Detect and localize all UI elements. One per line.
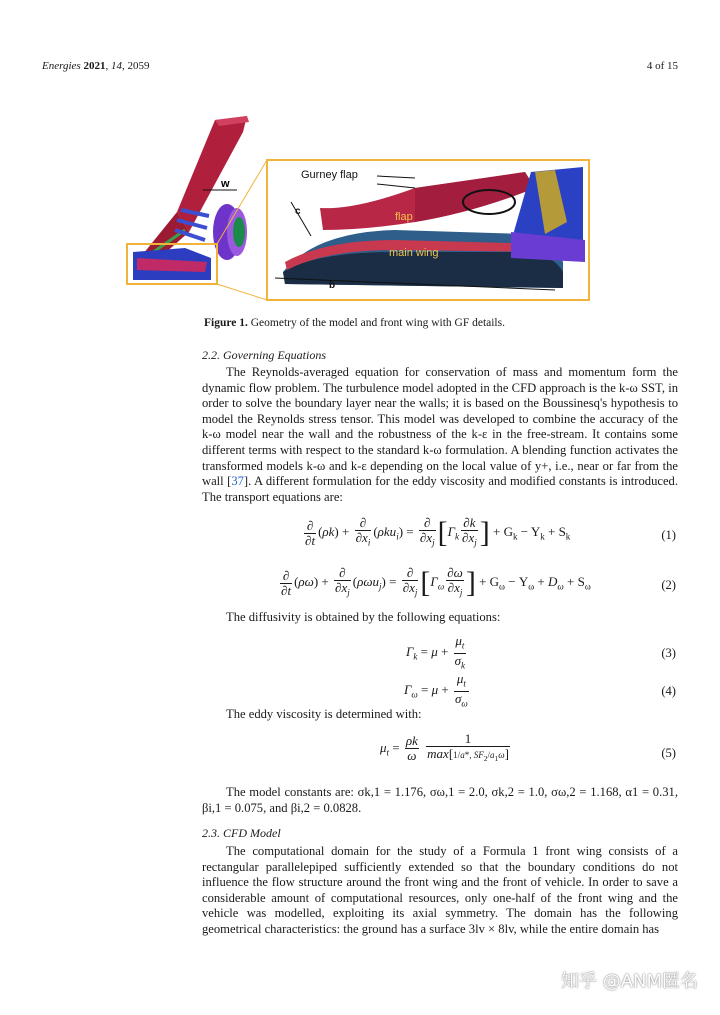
caption-label: Figure 1. <box>204 317 248 329</box>
figure-1 <box>115 112 595 312</box>
equation-number-3: (3) <box>661 646 676 660</box>
figure-caption <box>204 317 505 329</box>
equation-number-1: (1) <box>661 528 676 542</box>
paragraph-turbulence-model: The Reynolds-averaged equation for conservation of mass and momentum form the dynamic flow problem. The turbulence model adopted in the CFD approach is the k-ω SST, in order to solve the boundary layer near the walls; it is based on the Boussinesq's hypothesis to model the Reynolds stress tensor. This model was developed to combine the accuracy of the k-ω model near the wall and the robustness of the k-ε in the free-stream. It contains some different terms with respect to the standard k-ω formulation. A blending function activates the transformed models k-ω and k-ε depending on the local value of y+, i.e., near or far from the wall [37]. A different formulation for the eddy viscosity and modified constants is introduced. The transport equations are: <box>202 365 678 504</box>
equation-3: $\Gamma_k = \mu$ + $\frac{\mu_t}{\sigma_k}$ (3) <box>406 633 676 671</box>
paragraph-cfd-model: The computational domain for the study of a Formula 1 front wing consists of a rectangular parallelepiped sufficiently extended so that the boundary conditions do not influence the flow structure around the front wing and the front of vehicle. In order to save a considerable amount of computational resources, only one-half of the front wing and the vehicle was modelled, exploiting its axial symmetry. The domain has the following geometrical characteristics: the ground has a surface 3lv × 8lv, while the entire domain has <box>202 844 678 936</box>
equation-5: $\mu_t$ = $\frac{\rho k}{\omega}$ $\frac{1}{\max[1/a*, SF_2/a_1\omega]}$ (5) <box>202 732 678 778</box>
flap-label: flap <box>395 211 413 223</box>
article-number: 2059 <box>127 60 150 72</box>
caption-text: Geometry of the model and front wing with GF details. <box>250 317 505 329</box>
journal-year: 2021 <box>83 60 106 72</box>
dimension-w-label: w <box>221 178 230 190</box>
journal-volume: 14 <box>110 60 122 72</box>
dimension-c-label: c <box>295 206 301 217</box>
dimension-b-label: b <box>329 280 336 291</box>
running-header: Energies 2021, 14, 2059 <box>42 60 150 72</box>
equation-2: $\frac{\partial}{\partial t}$ (ρω) + $\frac{\partial}{\partial x_j}$ (ρωu$_j$) = $\frac{\partial}{\partial x_j}$ [$\Gamma_\omega$ $\frac{\partial\omega}{\partial x_j}$ ] + $G_\omega - Y_\omega + D_\omega + S_\omega$ (2) <box>281 565 676 599</box>
citation-link[interactable]: 37 <box>231 474 244 489</box>
equation-number-2: (2) <box>661 578 676 592</box>
equation-number-4: (4) <box>661 684 676 698</box>
equation-4: $\Gamma_\omega = \mu$ + $\frac{\mu_t}{\sigma_\omega}$ (4) <box>404 671 676 709</box>
section-heading-2-2: 2.2. Governing Equations <box>202 348 326 362</box>
equation-1: $\frac{\partial}{\partial t}$ (ρk) + $\frac{\partial}{\partial x_i}$ (ρku$_i$) = $\frac{\partial}{\partial x_j}$ [$\Gamma_k$ $\frac{\partial k}{\partial x_j}$ ] + $G_k - Y_k + S_k$ (1) <box>305 515 676 549</box>
front-wing-illustration <box>115 112 595 312</box>
paragraph-eddy-viscosity: The eddy viscosity is determined with: <box>226 707 422 721</box>
watermark: 知乎 @ANM匿名 <box>560 971 698 992</box>
page-number: 4 of 15 <box>646 60 678 72</box>
journal-name: Energies <box>42 60 81 72</box>
section-heading-2-3: 2.3. CFD Model <box>202 826 281 840</box>
gurney-flap-label: Gurney flap <box>301 169 358 181</box>
paragraph-model-constants: The model constants are: σk,1 = 1.176, σω,1 = 2.0, σk,2 = 1.0, σω,2 = 1.168, α1 = 0.31, βi,1 = 0.075, and βi,2 = 0.0828. <box>202 785 678 815</box>
equation-number-5: (5) <box>661 746 676 760</box>
main-wing-label: main wing <box>389 247 439 259</box>
paragraph-diffusivity: The diffusivity is obtained by the following equations: <box>226 610 501 624</box>
